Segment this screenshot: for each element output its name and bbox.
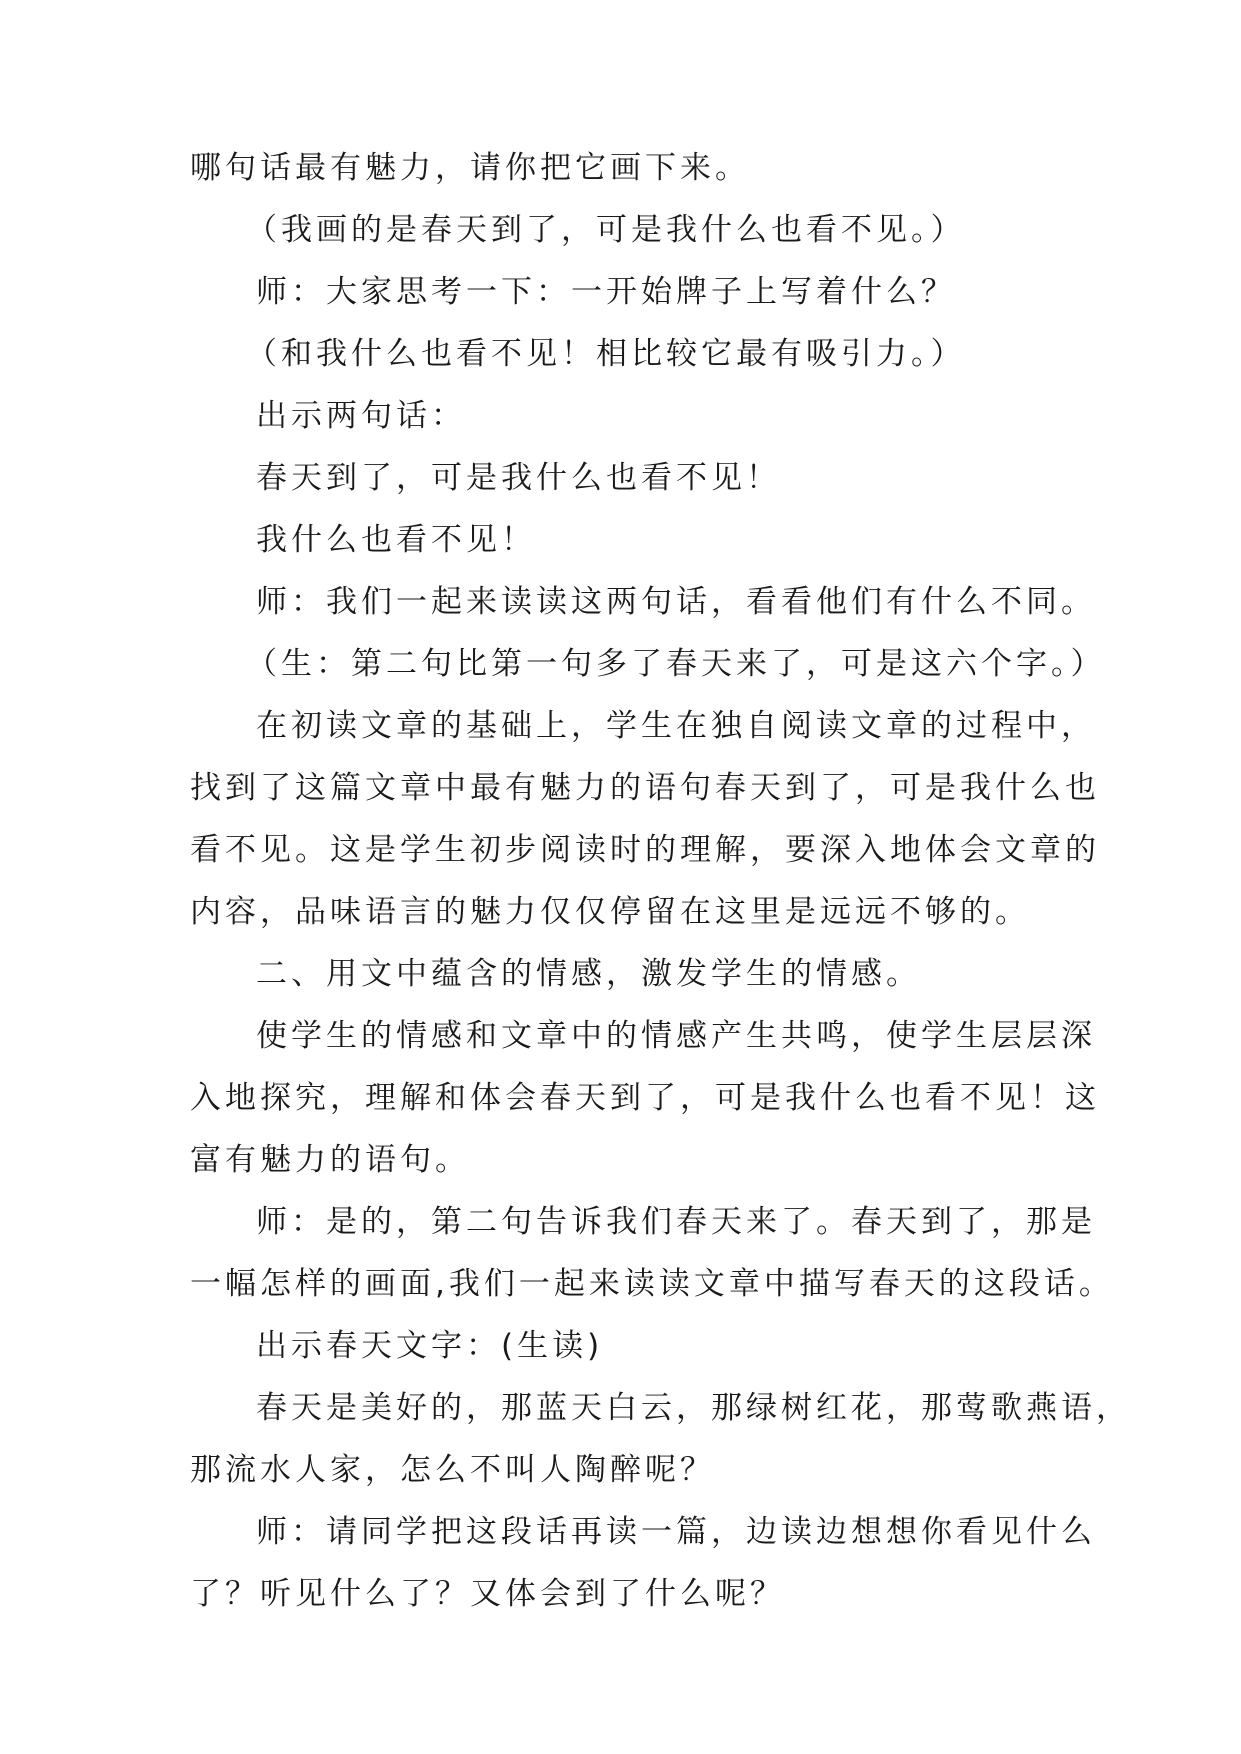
text-line: 找到了这篇文章中最有魅力的语句春天到了，可是我什么也 — [190, 770, 1100, 806]
text-line: 在初读文章的基础上，学生在独自阅读文章的过程中， — [256, 708, 1096, 744]
text-line: 师：我们一起来读读这两句话，看看他们有什么不同。 — [256, 584, 1096, 620]
text-line: （我画的是春天到了，可是我什么也看不见。） — [246, 212, 966, 248]
text-line: 入地探究，理解和体会春天到了，可是我什么也看不见！这 — [190, 1080, 1100, 1116]
text-line: 一幅怎样的画面,我们一起来读读文章中描写春天的这段话。 — [190, 1266, 1114, 1302]
text-line: 师：是的，第二句告诉我们春天来了。春天到了，那是 — [256, 1204, 1096, 1240]
text-line: 出示春天文字：(生读) — [256, 1328, 604, 1364]
text-line: 使学生的情感和文章中的情感产生共鸣，使学生层层深 — [256, 1018, 1096, 1054]
text-line: 了？听见什么了？又体会到了什么呢？ — [190, 1576, 785, 1612]
text-line: 春天到了，可是我什么也看不见！ — [256, 460, 781, 496]
text-line: 那流水人家，怎么不叫人陶醉呢？ — [190, 1452, 715, 1488]
section-heading: 二、用文中蕴含的情感，激发学生的情感。 — [256, 956, 921, 992]
text-line: 师：大家思考一下：一开始牌子上写着什么？ — [256, 274, 956, 310]
text-line: （生：第二句比第一句多了春天来了，可是这六个字。） — [246, 646, 1106, 682]
text-line: 师：请同学把这段话再读一篇，边读边想想你看见什么 — [256, 1514, 1096, 1550]
text-line: 内容，品味语言的魅力仅仅停留在这里是远远不够的。 — [190, 894, 1030, 930]
text-line: 春天是美好的，那蓝天白云，那绿树红花，那莺歌燕语， — [256, 1390, 1131, 1426]
text-line: 看不见。这是学生初步阅读时的理解，要深入地体会文章的 — [190, 832, 1100, 868]
text-line: 我什么也看不见！ — [256, 522, 536, 558]
text-line: 哪句话最有魅力，请你把它画下来。 — [190, 150, 750, 186]
text-line: 出示两句话： — [256, 398, 466, 434]
text-line: （和我什么也看不见！相比较它最有吸引力。） — [246, 336, 966, 372]
text-line: 富有魅力的语句。 — [190, 1142, 470, 1178]
